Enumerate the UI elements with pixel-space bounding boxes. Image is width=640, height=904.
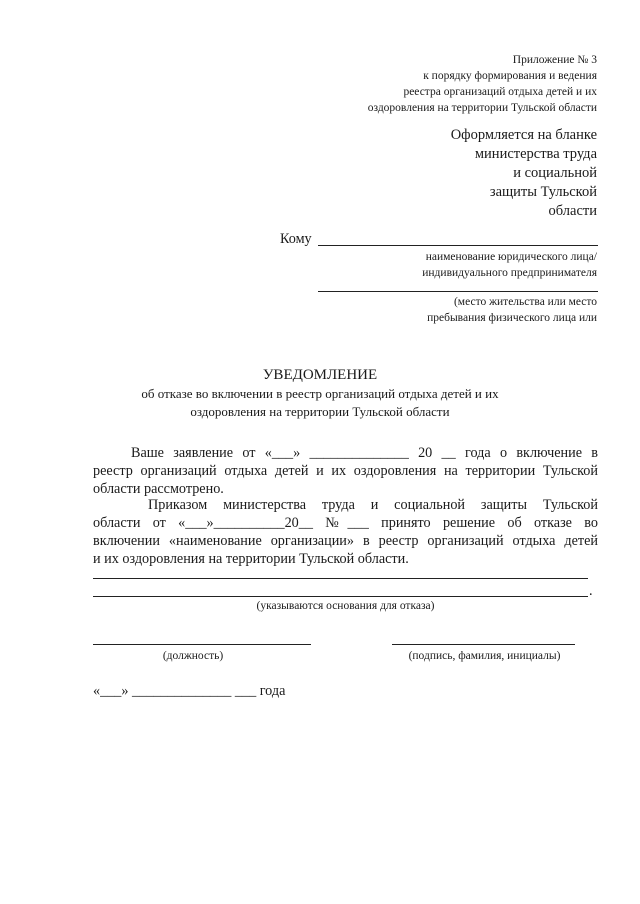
caption-line: наименование юридического лица/ <box>425 251 597 263</box>
letterhead-note <box>377 126 597 221</box>
letterhead-line: и социальной <box>513 165 597 181</box>
letterhead-line: защиты Тульской <box>489 184 597 200</box>
position-caption: (должность) <box>162 650 224 662</box>
caption-line: индивидуального предпринимателя <box>422 267 597 279</box>
paragraph-line: области от «___»__________20__ №___ принято решение об отказе во <box>93 515 598 531</box>
title-sub: оздоровления на территории Тульской области <box>190 403 450 419</box>
reasons-caption: (указываются основания для отказа) <box>256 600 435 612</box>
signature-caption: (подпись, фамилия, инициалы) <box>408 650 561 662</box>
appendix-block <box>277 52 597 116</box>
paragraph-line: области рассмотрено. <box>93 481 224 497</box>
reasons-end-period: . <box>589 583 593 599</box>
recipient-caption-1 <box>337 249 597 281</box>
paragraph-line: реестр организаций отдыха детей и их оздоровления на территории Тульской <box>93 463 598 479</box>
reasons-line-2 <box>93 596 588 597</box>
letterhead-line: Оформляется на бланке <box>450 127 597 143</box>
reasons-line-1 <box>93 578 588 579</box>
recipient-caption-2 <box>337 294 597 326</box>
letterhead-line: области <box>548 203 597 219</box>
caption-line: пребывания физического лица или <box>427 312 597 324</box>
recipient-name-line <box>318 245 598 246</box>
recipient-address-line <box>318 291 598 292</box>
title-sub: об отказе во включении в реестр организаций отдыха детей и их <box>141 386 499 401</box>
signature-line <box>392 644 575 645</box>
caption-line: (место жительства или место <box>453 296 597 308</box>
date-line: «___» ______________ ___ года <box>93 683 286 699</box>
paragraph-line: включении «наименование организации» в реестр организаций отдыха детей <box>93 533 598 549</box>
paragraph-line: Приказом министерства труда и социальной защиты Тульской <box>148 497 598 513</box>
document-title <box>0 366 640 420</box>
appendix-line: к порядку формирования и ведения <box>423 70 597 82</box>
title-heading: УВЕДОМЛЕНИЕ <box>262 367 378 383</box>
appendix-line: оздоровления на территории Тульской области <box>367 102 597 114</box>
position-line <box>93 644 311 645</box>
paragraph-application <box>93 444 598 498</box>
letterhead-line: министерства труда <box>474 146 597 162</box>
paragraph-line: Ваше заявление от «___» ______________ 20 __ года о включение в <box>131 445 598 461</box>
appendix-line: реестра организаций отдыха детей и их <box>403 86 597 98</box>
appendix-number: Приложение № 3 <box>512 54 597 66</box>
recipient-label: Кому <box>280 231 312 247</box>
paragraph-line: и их оздоровления на территории Тульской области. <box>93 551 409 567</box>
paragraph-decision <box>93 496 598 568</box>
